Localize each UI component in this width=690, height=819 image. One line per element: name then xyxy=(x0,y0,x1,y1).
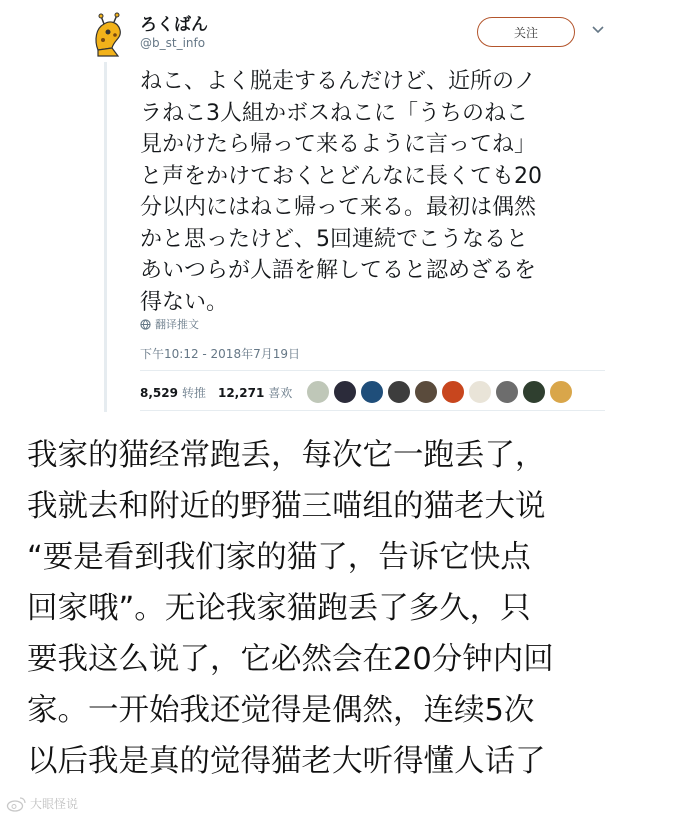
tweet-line: かと思ったけど、5回連続でこうなると xyxy=(140,226,528,252)
weibo-logo-icon xyxy=(6,796,26,812)
likes-label: 喜欢 xyxy=(268,386,293,400)
tweet-line: ラねこ3人組かボスねこに「うちのねこ xyxy=(140,100,528,126)
divider xyxy=(140,410,605,411)
retweets-stat[interactable] xyxy=(140,384,206,401)
liker-avatar[interactable] xyxy=(360,380,384,404)
retweets-label: 转推 xyxy=(181,386,206,400)
caption-line: 以后我是真的觉得猫老大听得懂人话了 xyxy=(27,744,546,779)
tweet-stats xyxy=(140,384,292,401)
liker-avatar[interactable] xyxy=(441,380,465,404)
avatar[interactable] xyxy=(84,10,134,60)
tweet-line: と声をかけておくとどんなに長くても20 xyxy=(140,163,542,189)
tweet-line: ねこ、よく脱走するんだけど、近所のノ xyxy=(140,69,537,94)
liker-avatar[interactable] xyxy=(468,380,492,404)
liker-avatar[interactable] xyxy=(495,380,519,404)
thread-line xyxy=(104,62,107,412)
likes-count: 12,271 xyxy=(217,386,265,400)
tweet-line: 得ない。 xyxy=(140,289,229,315)
translate-tweet-link[interactable] xyxy=(140,316,199,332)
chinese-caption xyxy=(27,430,667,787)
liker-avatar[interactable] xyxy=(549,380,573,404)
caption-line: “要是看到我们家的猫了，告诉它快点 xyxy=(27,540,531,575)
liker-avatars xyxy=(306,380,573,404)
tweet-timestamp[interactable]: 下午10:12 - 2018年7月19日 xyxy=(140,347,300,361)
tweet-line: 分以内にはねこ帰って来る。最初は偶然 xyxy=(140,195,537,220)
watermark xyxy=(6,795,78,812)
caption-line: 要我这么说了，它必然会在20分钟内回 xyxy=(27,642,554,677)
tweet-line: 見かけたら帰って来るように言ってね」 xyxy=(140,132,537,157)
caption-line: 回家哦”。无论我家猫跑丢了多久，只 xyxy=(27,591,531,626)
tweet-line: あいつらが人語を解してると認めざるを xyxy=(140,258,537,283)
divider xyxy=(140,370,605,371)
giraffe-avatar-icon xyxy=(84,10,134,60)
liker-avatar[interactable] xyxy=(414,380,438,404)
liker-avatar[interactable] xyxy=(522,380,546,404)
retweets-count: 8,529 xyxy=(140,386,178,400)
follow-button[interactable]: 关注 xyxy=(477,17,575,47)
globe-icon xyxy=(140,319,151,330)
chevron-down-icon[interactable] xyxy=(590,22,606,38)
user-handle[interactable]: @b_st_info xyxy=(140,36,206,50)
tweet-body xyxy=(140,66,640,318)
likes-stat[interactable] xyxy=(218,384,292,401)
liker-avatar[interactable] xyxy=(306,380,330,404)
watermark-text: 大眼怪说 xyxy=(30,797,79,811)
liker-avatar[interactable] xyxy=(333,380,357,404)
caption-line: 家。一开始我还觉得是偶然，连续5次 xyxy=(27,693,535,728)
translate-label: 翻译推文 xyxy=(155,318,199,331)
liker-avatar[interactable] xyxy=(387,380,411,404)
caption-line: 我就去和附近的野猫三喵组的猫老大说 xyxy=(27,489,546,524)
display-name[interactable]: ろくばん xyxy=(140,15,208,35)
caption-line: 我家的猫经常跑丢，每次它一跑丢了， xyxy=(27,438,546,473)
